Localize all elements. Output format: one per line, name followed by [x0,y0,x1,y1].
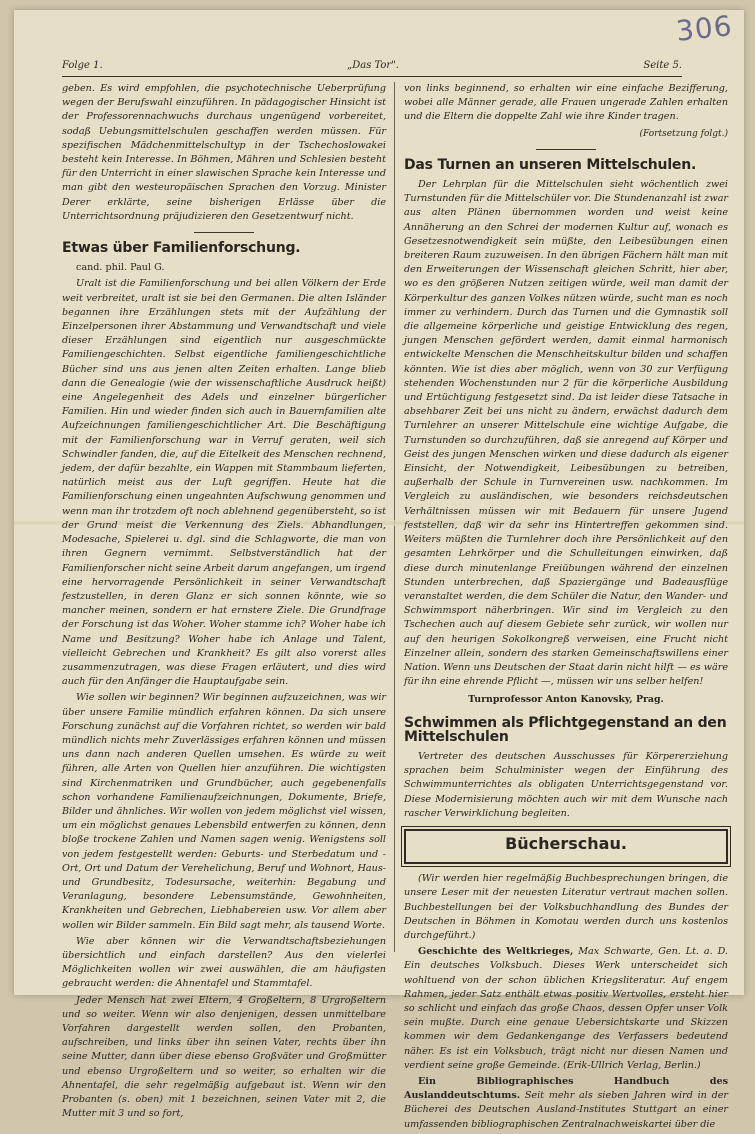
book-title: Ein Bibliographisches Handbuch des Auslanddeutschtums. [404,1076,728,1102]
article-paragraph: Wie aber können wir die Verwandtschaftsbeziehungen übersichtlich und einfach darstellen? Aus den vielerlei Möglichkeiten wollen wir zwei auswählen, die am häufigsten gebraucht werden: die Ahnentafel und Stammtafel. [62,935,386,990]
continued-text: von links beginnend, so erhalten wir eine einfache Bezifferung, wobei alle Männer gerade, alle Frauen ungerade Zahlen erhalten und die Eltern die doppelte Zahl wie ihre Kinder tragen. [404,83,728,123]
article-title: Etwas über Familienforschung. [62,240,301,257]
section-box [404,829,728,864]
right-column [404,82,728,1134]
article-paragraph: Uralt ist die Familienforschung und bei allen Völkern der Erde weit verbreitet, uralt ist sie bei den Germanen. Die alten Isländer begannen ihre Erzählungen stets mit der Aufzählung der Einzelpersonen ihrer Abstammung und Verwandtschaft und viele dieser Erzählungen sind eigentlich nur ausgeschmückte Familiengeschichten. Selbst eigentliche familiengeschichtliche Bücher sind uns aus jenen alten Zeiten erhalten. Lange blieb dann die Genealogie (wie der wissenschaftliche Ausdruck heißt) eine Angelegenheit des Adels und einzelner bürgerlicher Familien. Hin und wieder finden sich auch in Bauernfamilien alte Aufzeichnungen familiengeschichtlicher Art. Die Beschäftigung mit der Familienforschung war in Verruf geraten, weil sich Schwindler fanden, die, auf die Eitelkeit des Menschen rechnend, jedem, der dafür bezahlte, ein Wappen mit Stammbaum lieferten, natürlich meist aus der Luft gegriffen. Heute hat die Familienforschung einen ungeahnten Aufschwung genommen und wenn man ihr trotzdem oft noch ablehnend gegenübersteht, so ist der Grund meist die Verkennung des Ziels. Abhandlungen, Modesache, Spielerei u. dgl. sind die Schlagworte, die man von ihren Gegnern vernimmt. Selbstverständlich hat der Familienforscher nicht seine Arbeit darum angefangen, um irgend eine hervorragende Persönlichkeit in seiner Verwandtschaft festzustellen, in deren Glanz er sich sonnen könnte, wie so mancher meinen, sondern er hat ernstere Ziele. Die Grundfrage der Forschung ist das Woher. Woher stamme ich? Woher habe ich Name und Besitzung? Woher habe ich Anlage und Talent, vielleicht Gebrechen und Krankheit? Es gilt also vorerst alles zusammenzutragen, was diese Fragen erläutert, und dies wird auch für den Anfänger die Hauptaufgabe sein. [62,278,386,688]
handwritten-page-number: 306 [673,9,734,48]
page-number: Seite 5. [643,60,682,71]
running-header [62,60,682,71]
column-divider [394,82,395,952]
article-signature: Turnprofessor Anton Kanovsky, Prag. [468,694,664,706]
continued-text: geben. Es wird empfohlen, die psychotechnische Ueberprüfung wegen der Berufswahl einzuführen. In pädagogischer Hinsicht ist der Professorennachwuchs durchaus ungenügend vorbereitet, sodaß Uebungsmittelschulen geschaffen werden müssen. Für spezifischen Mädchenmittelschultyp in der Tschechoslowakei besteht kein Interesse. In Böhmen, Mähren und Schlesien besteht für den Unterricht in einer slawischen Sprache kein Interesse und man gibt den westeuropäischen Sprachen den Vorzug. Minister Derer erklärte, seine bisherigen Erlässe über die Unterrichtsordnung präjudizieren den Gesetzentwurf nicht. [62,83,386,222]
newspaper-page [14,9,744,1130]
separator-rule [536,149,596,150]
article-byline: cand. phil. Paul G. [76,262,165,274]
book-text: Seit mehr als sieben Jahren wird in der Bücherei des Deutschen Ausland-Institutes Stuttgart an einer umfassenden bibliographischen Zentralnachweiskartei über die [404,1090,728,1130]
article-title: Schwimmen als Pflichtgegenstand an den Mittelschulen [404,714,727,745]
publication-title: „Das Tor". [347,60,399,71]
separator-rule [194,232,254,233]
article-paragraph: Vertreter des deutschen Ausschusses für Körpererziehung sprachen beim Schulminister wegen der Einführung des Schwimmunterrichtes als obligaten Unterrichtsgegenstand vor. Diese Modernisierung möchten auch wir mit dem Wunsche nach rascher Verwirklichung begleiten. [404,750,728,819]
section-title: Bücherschau. [505,833,627,853]
book-text: Max Schwarte, Gen. Lt. a. D. Ein deutsches Volksbuch. Dieses Werk unterscheidet sich wohltuend von der schon üblichen Kriegsliteratur. Auf engem Rahmen, jeder Satz enthält etwas positiv Wertvolles, ersteht hier so schlicht und einfach das große Chaos, dessen Opfer unser Volk sein mußte. Durch eine genaue Uebersichtskarte und Skizzen kommen wir dem Gedankengange des Verfassers bedeutend näher. Es ist ein Volksbuch, trägt nicht nur diesen Namen und verdient seine große Gemeinde. (Erik-Ullrich Verlag, Berlin.) [404,946,728,1071]
books-intro: (Wir werden hier regelmäßig Buchbesprechungen bringen, die unsere Leser mit der neuesten Literatur vertraut machen sollen. Buchbestellungen bei der Volksbuchhandlung des Bundes der Deutschen in Böhmen in Komotau werden durch uns kostenlos durchgeführt.) [404,873,728,941]
continuation-note: (Fortsetzung folgt.) [639,128,728,139]
left-column [62,82,386,1123]
header-rule [62,76,682,77]
issue-label: Folge 1. [62,60,103,71]
article-paragraph: Der Lehrplan für die Mittelschulen sieht wöchentlich zwei Turnstunden für die Mittelschüler vor. Die Stundenanzahl ist zwar aus alten Plänen übernommen worden und weist keine Annäherung an den Schrei der modernen Kultur auf, wonach es Gesetzesnotwendigkeit sein müßte, den Leibesübungen einen breiteren Raum zuzuweisen. In den übrigen Fächern hält man mit den Erweiterungen der Wissenschaft gleichen Schritt, hier aber, wo es den größeren Nutzen zeitigen würde, weil man damit der Körperkultur des ganzen Volkes nützen würde, sucht man es noch immer zu verhindern. Durch das Turnen und die Gymnastik soll die allgemeine körperliche und geistige Entwicklung des regen, jungen Menschen gefördert werden, damit einmal harmonisch entwickelte Menschen die Menschheitskultur bilden und schaffen könnten. Wie ist dies aber möglich, wenn von 30 zur Verfügung stehenden Wochenstunden nur 2 für die körperliche Ausbildung und Ertüchtigung festgesetzt sind. Da ist leider diese Tatsache in absehbarer Zeit bei uns nicht zu ändern, erwächst dadurch dem Turnlehrer an unserer Mittelschule eine wichtige Aufgabe, die Turnstunden so durchzuführen, daß sie anregend auf Körper und Geist des jungen Menschen wirken und diese dadurch als eigener Einsicht, der Notwendigkeit, Leibesübungen zu betreiben, außerhalb der Schule in Turnvereinen usw. nachkommen. Im Vergleich zu ausländischen, wie besonders reichsdeutschen Verhältnissen müssen wir mit Bedauern für unsere Jugend feststellen, daß wir da sehr ins Hintertreffen gekommen sind. Weiters müßten die Turnlehrer doch ihre Persönlichkeit auf den gesamten Lehrkörper und die Schulleitungen einwirken, daß diese durch minutenlange Freiübungen während der einzelnen Stunden unterbrechen, daß Spaziergänge und Badeausflüge veranstaltet werden, die dem Schüler die Natur, den Wander- und Schwimmsport näherbringen. Wir sind im Vergleich zu den Tschechen auch auf diesem Gebiete sehr zurück, wir wollen nur auf den heurigen Sokolkongreß verweisen, eine Frucht nicht Einzelner allein, sondern des starken Gemeinschaftswillens einer Nation. Wenn uns Deutschen der Staat darin nicht hilft — es wäre für ihn eine ehrende Pflicht —, müssen wir uns selber helfen! [404,179,728,688]
book-title: Geschichte des Weltkrieges, [418,946,574,958]
article-paragraph: Wie sollen wir beginnen? Wir beginnen aufzuzeichnen, was wir über unsere Familie mündlich erfahren können. Da sich unsere Forschung zunächst auf die Vorfahren richtet, so werden wir bald mündlich nichts mehr Zuverlässiges erfahren können und müssen uns dann nach anderen Quellen umsehen. Es würde zu weit führen, alle Arten von Quellen hier anzuführen. Die wichtigsten sind Kirchenmatriken und Grundbücher, auch gegebenenfalls schon vorhandene Familienaufzeichnungen, Dokumente, Briefe, Bilder und ähnliches. Wir wollen von jedem möglichst viel wissen, um ein möglichst genaues Lebensbild entwerfen zu können, denn bloße trockene Zahlen und Namen sagen wenig. Wenigstens soll von jedem festgestellt werden: Geburts- und Sterbedatum und -Ort, Ort und Datum der Verehelichung, Beruf und Wohnort, Haus- und Grundbesitz, Todesursache, weiterhin: Begabung und Veranlagung, besondere Lebensumstände, Gewohnheiten, Krankheiten und Gebrechen, Liebhabereien usw. Vor allem aber wollen wir Bilder sammeln. Ein Bild sagt mehr, als tausend Worte. [62,692,386,931]
article-title: Das Turnen an unseren Mittelschulen. [404,156,697,173]
book-review [404,945,728,1073]
book-review [404,1075,728,1132]
article-paragraph: Jeder Mensch hat zwei Eltern, 4 Großeltern, 8 Urgroßeltern und so weiter. Wenn wir also denjenigen, dessen unmittelbare Vorfahren dargestellt werden sollen, den Probanten, aufschreiben, und links über ihn seinen Vater, rechts über ihn seine Mutter, dann über diese ebenso Großväter und Großmütter und ebenso Urgroßeltern und so weiter, so erhalten wir die Ahnentafel, die sehr regelmäßig aufgebaut ist. Wenn wir den Probanten (s. oben) mit 1 bezeichnen, seinen Vater mit 2, die Mutter mit 3 und so fort, [62,994,386,1120]
